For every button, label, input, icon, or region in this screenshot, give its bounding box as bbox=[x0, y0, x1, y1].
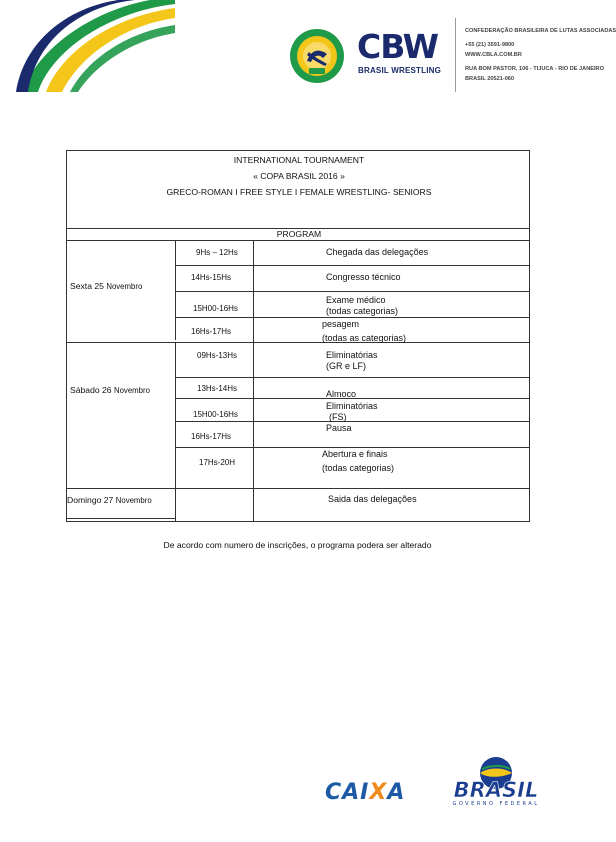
green-yellow-swoosh-graphic bbox=[0, 0, 175, 92]
row-sep bbox=[175, 317, 529, 318]
contact-website: WWW.CBLA.COM.BR bbox=[465, 51, 522, 58]
time-slot: 17Hs-20H bbox=[199, 458, 236, 467]
cbla-seal-logo bbox=[289, 28, 345, 84]
row-sep bbox=[175, 291, 529, 292]
activity: Exame médico (todas categorias) bbox=[326, 295, 399, 316]
activity: Almoco bbox=[326, 389, 357, 399]
row-sep bbox=[175, 447, 529, 448]
event-styles: GRECO-ROMAN I FREE STYLE I FEMALE WRESTLING- SENIORS bbox=[166, 187, 432, 197]
activity: Saida das delegações bbox=[328, 494, 417, 504]
schedule-change-note: De acordo com numero de inscrições, o programa podera ser alterado bbox=[163, 540, 432, 550]
brasil-governo-federal-logo bbox=[432, 755, 560, 807]
day-label-sunday: Domingo 27 Novembro bbox=[67, 495, 152, 505]
activity: Abertura e finais (todas categorias) bbox=[322, 449, 395, 473]
contact-address-line1: RUA BOM PASTOR, 106 - TIJUCA - RIO DE JANEIRO bbox=[465, 66, 604, 73]
contact-phone: +55 (21) 3591-9800 bbox=[465, 42, 515, 49]
time-slot: 09Hs-13Hs bbox=[197, 351, 238, 360]
divider-time-col bbox=[253, 240, 254, 522]
header-divider bbox=[455, 18, 456, 92]
time-slot: 13Hs-14Hs bbox=[197, 384, 238, 393]
time-slot: 16Hs-17Hs bbox=[191, 432, 232, 441]
event-title: INTERNATIONAL TOURNAMENT bbox=[233, 155, 365, 165]
activity: Eliminatórias (GR e LF) bbox=[326, 350, 378, 371]
brasil-wrestling-wordmark: BRASIL WRESTLING bbox=[358, 66, 442, 75]
row-sep bbox=[175, 265, 529, 266]
day-label-friday: Sexta 25 Novembro bbox=[70, 281, 143, 291]
program-table bbox=[66, 150, 530, 522]
activity: Eliminatórias (FS) bbox=[326, 401, 378, 422]
row-sep bbox=[175, 377, 529, 378]
contact-block bbox=[465, 27, 616, 84]
time-slot: 15H00-16Hs bbox=[193, 304, 238, 313]
activity: Pausa bbox=[326, 423, 352, 433]
divider-day3-col bbox=[175, 489, 176, 522]
caixa-logo: CAIXA bbox=[325, 780, 406, 805]
activity: Congresso técnico bbox=[326, 272, 401, 282]
activity: pesagem (todas as categorias) bbox=[322, 319, 407, 343]
row-sep-bottom bbox=[67, 518, 175, 519]
time-slot: 16Hs-17Hs bbox=[191, 327, 232, 336]
event-name: « COPA BRASIL 2016 » bbox=[253, 171, 345, 181]
time-slot: 15H00-16Hs bbox=[193, 410, 238, 419]
row-sep-day bbox=[67, 488, 529, 489]
cbw-wordmark: CBW bbox=[357, 27, 438, 66]
divider-day1-col bbox=[175, 240, 176, 340]
row-sep-day bbox=[67, 342, 529, 343]
contact-address-line2: BRASIL 20521-060 bbox=[465, 75, 515, 82]
divider-day2-col bbox=[175, 343, 176, 490]
time-slot: 14Hs-15Hs bbox=[191, 273, 232, 282]
time-slot: 9Hs – 12Hs bbox=[196, 248, 238, 257]
contact-org: CONFEDERAÇÃO BRASILEIRA DE LUTAS ASSOCIADAS bbox=[465, 28, 616, 34]
program-label: PROGRAM bbox=[276, 229, 322, 239]
day-label-saturday: Sábado 26 Novembro bbox=[70, 385, 150, 395]
divider-program bbox=[67, 240, 529, 241]
activity: Chegada das delegações bbox=[326, 247, 429, 257]
brasil-wordmark: BRASIL bbox=[453, 778, 539, 802]
governo-federal-text: GOVERNO FEDERAL bbox=[452, 801, 540, 807]
